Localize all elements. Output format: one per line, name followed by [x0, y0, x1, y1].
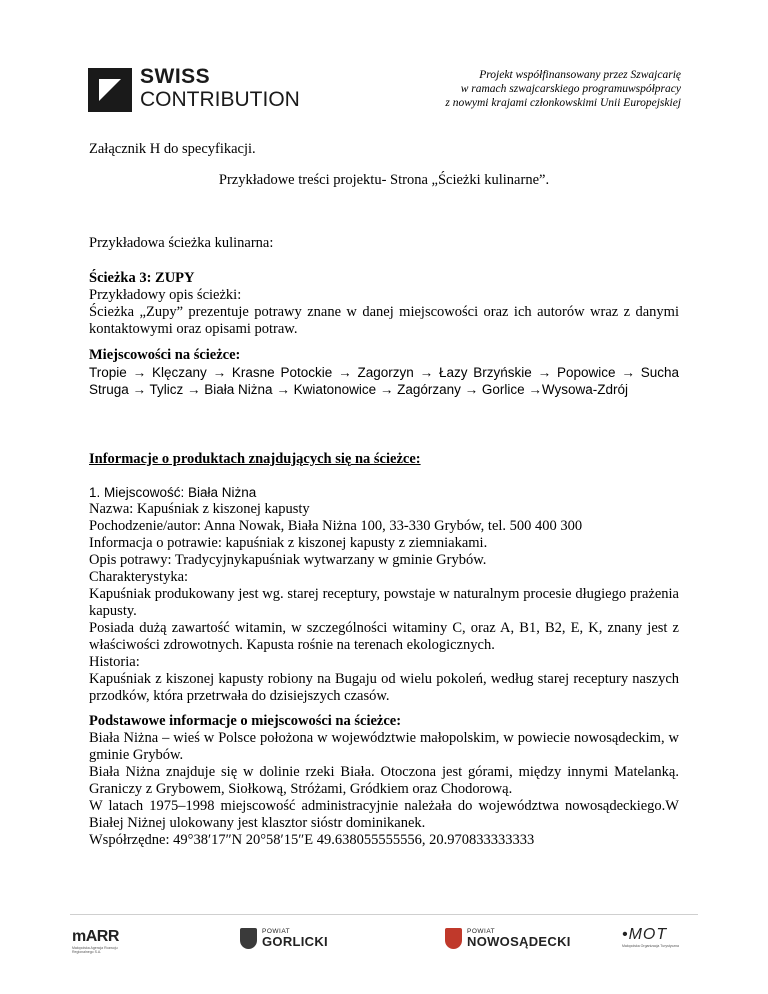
powiat-nowosadecki-logo — [445, 928, 571, 949]
product-characteristics-1: Kapuśniak produkowany jest wg. starej receptury, powstaje w naturalnym procesie długiego prażenia kapusty. — [89, 586, 679, 619]
logo-line2: CONTRIBUTION — [140, 88, 300, 111]
marr-logo-text: mARR — [72, 928, 119, 945]
product-item-location: 1. Miejscowość: Biała Niżna — [89, 485, 257, 500]
products-section — [89, 484, 679, 705]
product-line: Informacja o potrawie: kapuśniak z kiszonej kapusty z ziemniakami. — [89, 535, 488, 551]
document-subtitle: Przykładowe treści projektu- Strona „Ścieżki kulinarne”. — [218, 172, 550, 188]
powiat-gorlicki-small: POWIAT — [262, 928, 291, 935]
products-heading-block — [89, 451, 679, 468]
basic-info-p1: Biała Niżna – wieś w Polsce położona w województwie małopolskim, w powiecie nowosądeckim, w gminie Grybów. — [89, 730, 679, 763]
swiss-logo-icon — [88, 68, 132, 112]
mot-logo — [622, 926, 679, 948]
path-title: Ścieżka 3: ZUPY — [89, 270, 195, 286]
product-line: Charakterystyka: — [89, 569, 189, 585]
marr-logo — [72, 928, 132, 954]
path-description: Ścieżka „Zupy” prezentuje potrawy znane w danej miejscowości oraz ich autorów wraz z danymi kontaktowymi oraz opisami potraw. — [89, 304, 679, 337]
nowosadecki-coat-of-arms-icon — [445, 928, 462, 949]
product-characteristics-2: Posiada dużą zawartość witamin, w szczególności witaminy C, oraz A, B1, B2, E, K, znany jest z właściwości zdrowotnych. Kapusta rośnie na terenach ekologicznych. — [89, 620, 679, 653]
path-section — [89, 270, 679, 338]
basic-info-coords: Współrzędne: 49°38′17″N 20°58′15″E 49.638055555556, 20.970833333333 — [89, 832, 535, 848]
project-note-line: z nowymi krajami członkowskimi Unii Europejskiej — [445, 97, 681, 109]
marr-logo-subtext: Małopolska Agencja Rozwoju Regionalnego S.A. — [72, 946, 118, 954]
gorlicki-coat-of-arms-icon — [240, 928, 257, 949]
places-section — [89, 347, 679, 398]
product-history-label: Historia: — [89, 654, 140, 670]
basic-info-section — [89, 713, 679, 849]
annex-label: Załącznik H do specyfikacji. — [89, 141, 256, 157]
mot-logo-subtext: Małopolska Organizacja Turystyczna — [622, 944, 679, 948]
places-list: Tropie → Klęczany → Krasne Potockie → Zagorzyn → Łazy Brzyńskie → Popowice → Sucha Struga → Tylicz → Biała Niżna → Kwiatonowice → Zagórzany → Gorlice →Wysowa-Zdrój — [89, 365, 679, 397]
footer-divider — [70, 914, 698, 915]
basic-info-p3: W latach 1975–1998 miejscowość administracyjnie należała do województwa nowosądeckiego.W Białej Niżnej ulokowany jest klasztor sióstr dominikanek. — [89, 798, 679, 831]
powiat-nowosadecki-small: POWIAT — [467, 928, 496, 935]
powiat-nowosadecki-name: NOWOSĄDECKI — [467, 934, 571, 949]
product-line: Pochodzenie/autor: Anna Nowak, Biała Niżna 100, 33-330 Grybów, tel. 500 400 300 — [89, 518, 583, 534]
project-note-line: w ramach szwajcarskiego programuwspółpracy — [460, 83, 681, 95]
basic-info-p2: Biała Niżna znajduje się w dolinie rzeki Biała. Otoczona jest górami, między innymi Matelanką. Graniczy z Grybowem, Siołkową, Stróżami, Gródkiem oraz Chodorową. — [89, 764, 679, 797]
product-line: Opis potrawy: Tradycyjnykapuśniak wytwarzany w gminie Grybów. — [89, 552, 487, 568]
project-note — [381, 68, 681, 110]
powiat-gorlicki-logo — [240, 928, 328, 949]
product-line: Nazwa: Kapuśniak z kiszonej kapusty — [89, 501, 310, 517]
powiat-gorlicki-name: GORLICKI — [262, 934, 328, 949]
basic-info-heading: Podstawowe informacje o miejscowości na ścieżce: — [89, 713, 402, 729]
products-heading: Informacje o produktach znajdujących się na ścieżce: — [89, 451, 421, 467]
logo-line1: SWISS — [140, 65, 211, 88]
mot-logo-text: •MOT — [622, 926, 668, 943]
path-desc-label: Przykładowy opis ścieżki: — [89, 287, 242, 303]
places-heading: Miejscowości na ścieżce: — [89, 347, 241, 363]
project-note-line: Projekt współfinansowany przez Szwajcarię — [479, 69, 681, 81]
product-history: Kapuśniak z kiszonej kapusty robiony na Bugaju od wielu pokoleń, według starej receptury naszych przodków, która przetrwała do dzisiejszych czasów. — [89, 671, 679, 704]
intro-label: Przykładowa ścieżka kulinarna: — [89, 235, 274, 251]
